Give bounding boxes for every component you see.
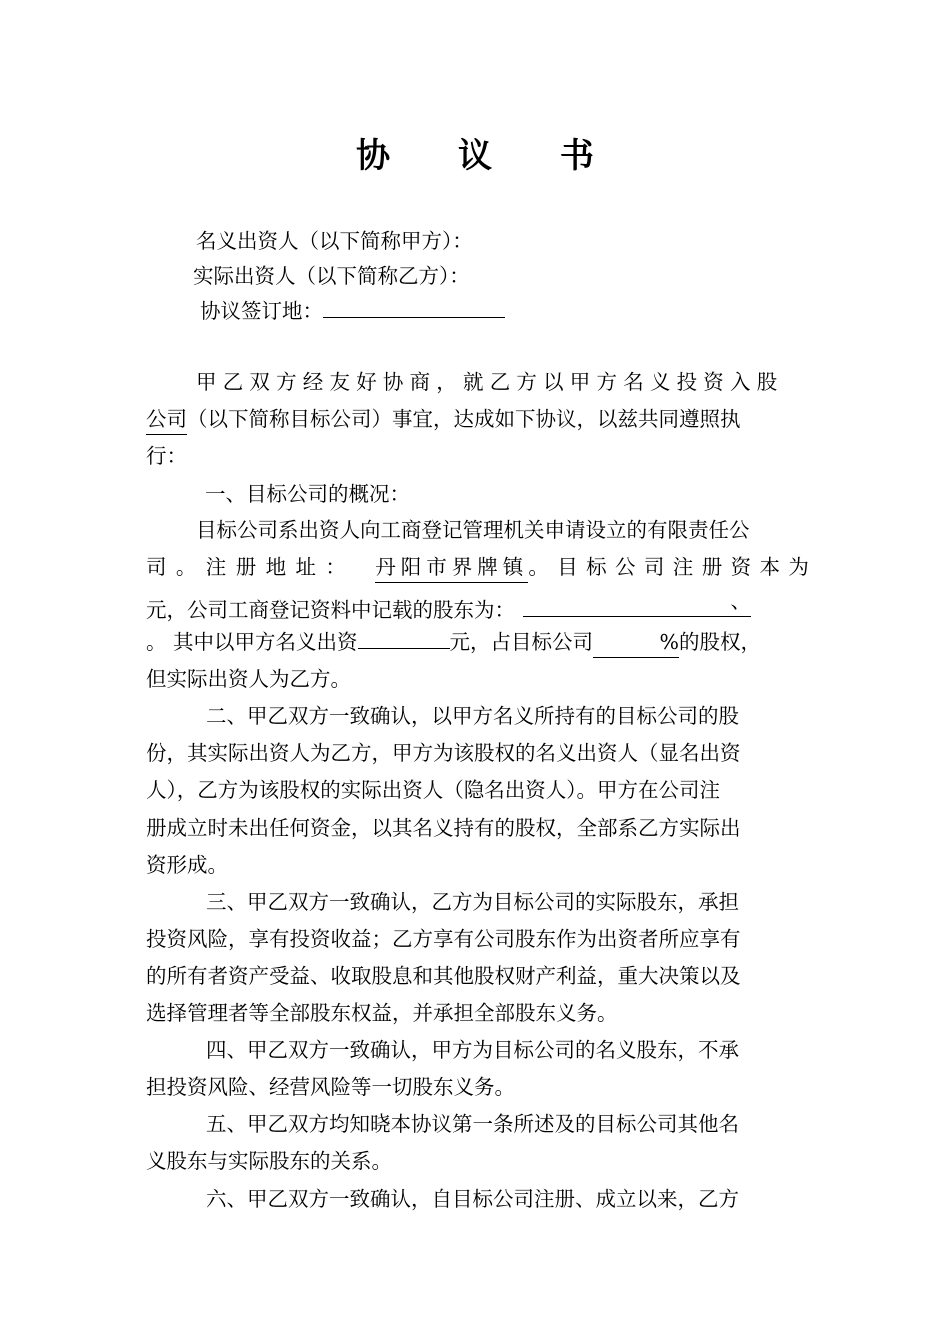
party-a-line: 名义出资人（以下简称甲方）： (196, 229, 473, 253)
intro-text-1: 甲乙双方经友好协商，就乙方以甲方名义投资入股 (196, 370, 784, 394)
section-1-line-5: 但实际出资人为乙方。 (146, 667, 351, 691)
section-2-line-4: 册成立时未出任何资金，以其名义持有的股权，全部系乙方实际出 (146, 816, 741, 840)
section-1-line-4 (146, 623, 806, 661)
sign-place-line (200, 292, 860, 330)
shareholder-separator: 、 (730, 589, 751, 613)
section-6-line-1: 六、甲乙双方一致确认，自目标公司注册、成立以来，乙方 (206, 1187, 739, 1211)
section-4-line-2: 担投资风险、经营风险等一切股东义务。 (146, 1075, 515, 1099)
section-3-line-4: 选择管理者等全部股东权益，并承担全部股东义务。 (146, 1001, 618, 1025)
section-2-line-3: 人），乙方为该股权的实际出资人（隐名出资人）。甲方在公司注 (146, 778, 720, 802)
percent-sign: % (659, 630, 680, 654)
company-name-blank[interactable]: 公司 (146, 404, 187, 435)
section-5-line-2: 义股东与实际股东的关系。 (146, 1149, 392, 1173)
equity-percent-blank[interactable] (593, 627, 679, 658)
section-3-line-1: 三、甲乙双方一致确认，乙方为目标公司的实际股东，承担 (206, 890, 739, 914)
section-1-heading: 一、目标公司的概况： (205, 482, 410, 506)
intro-text-2: （以下简称目标公司）事宜，达成如下协议，以兹共同遵照执 (187, 407, 741, 431)
capital-label: 。目标公司注册资本为 (528, 555, 818, 579)
shareholder-blank[interactable] (523, 586, 751, 617)
sign-place-blank[interactable] (323, 293, 505, 318)
section-2-line-5: 资形成。 (146, 853, 228, 877)
intro-line-2 (146, 400, 806, 438)
intro-line-1 (196, 363, 806, 401)
section-5-line-1: 五、甲乙双方均知晓本协议第一条所述及的目标公司其他名 (206, 1112, 739, 1136)
section-4-line-1: 四、甲乙双方一致确认，甲方为目标公司的名义股东，不承 (206, 1038, 739, 1062)
party-b-line: 实际出资人（以下简称乙方）： (193, 264, 470, 288)
equity-label: 元，占目标公司 (449, 630, 594, 654)
document-title: 协 议 书 (356, 136, 622, 176)
address-value[interactable]: 丹阳市界牌镇 (375, 552, 528, 583)
investment-label: 。 其中以甲方名义出资 (146, 630, 358, 654)
investment-amount-blank[interactable] (358, 624, 450, 649)
shareholder-label: 元，公司工商登记资料中记载的股东为： (146, 598, 515, 622)
section-1-line-1: 目标公司系出资人向工商登记管理机关申请设立的有限责任公 (196, 518, 750, 542)
address-label: 司。注册地址： (146, 555, 356, 579)
section-2-line-2: 份，其实际出资人为乙方，甲方为该股权的名义出资人（显名出资 (146, 741, 741, 765)
section-1-line-2 (146, 548, 818, 586)
equity-suffix: 的股权， (679, 630, 762, 654)
section-3-line-2: 投资风险，享有投资收益；乙方享有公司股东作为出资者所应享有 (146, 927, 741, 951)
sign-place-label: 协议签订地： (200, 299, 323, 323)
section-3-line-3: 的所有者资产受益、收取股息和其他股权财产利益，重大决策以及 (146, 964, 741, 988)
section-2-line-1: 二、甲乙双方一致确认，以甲方名义所持有的目标公司的股 (206, 704, 739, 728)
intro-line-3: 行： (146, 444, 187, 468)
